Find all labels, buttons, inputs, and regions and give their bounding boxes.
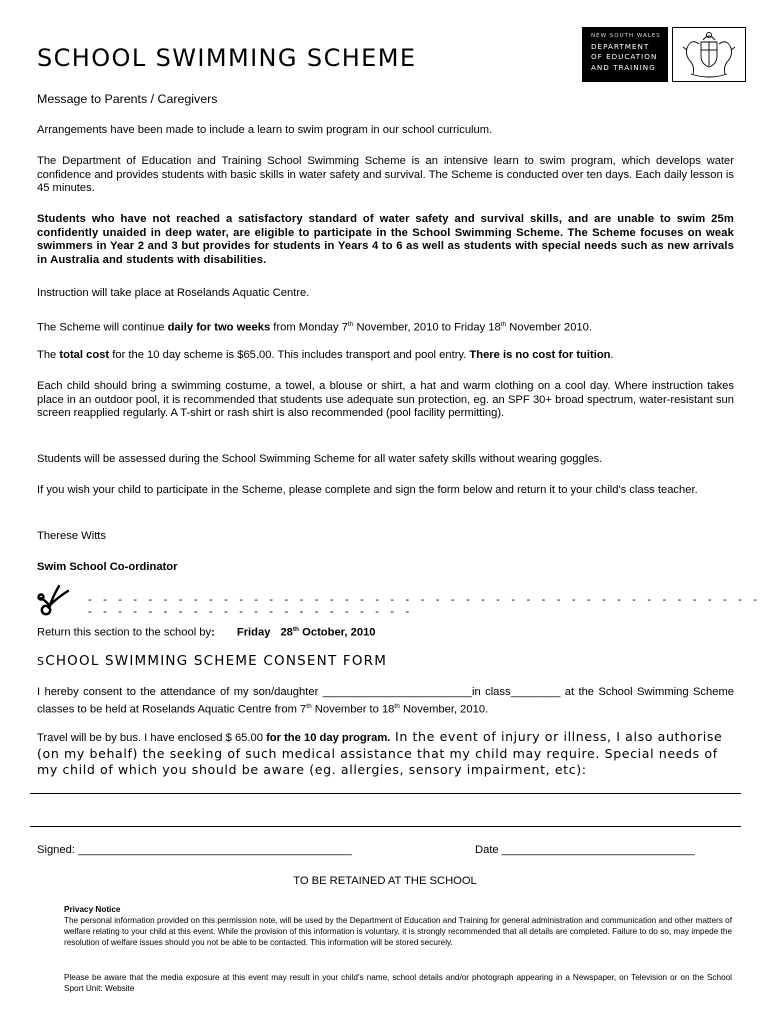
special-needs-line-2[interactable] [30,826,741,827]
date-label: Date [475,844,502,856]
consent-text-d: November to 18 [311,703,395,716]
consent-text-b: in class [472,686,511,698]
cost-text-a: The [37,349,60,361]
paragraph-what-to-bring: Each child should bring a swimming costume, a towel, a blouse or shirt, a hat and warm clothing on a cool day. Where instruction takes place in an outdoor pool, it is recommended that students use adequate sun protection, eg. an SPF 30+ broad spectrum, water-resistant sun screen reapplied regularly. A T-shirt or rash shirt is also recommended (pool facility permitting). [37,380,734,420]
cost-text-e: . [610,349,614,361]
cost-no-tuition: There is no cost for tuition [469,349,611,361]
travel-text-a: Travel will be by bus. I have enclosed $ 65.00 [37,732,267,744]
cost-total-label: total cost [59,349,110,361]
paragraph-participation: If you wish your child to participate in the Scheme, please complete and sign the form below and return it to your child's class teacher. [37,484,698,496]
consent-text-e: November, 2010. [399,703,489,716]
privacy-body: The personal information provided on this permission note, will be used by the Department of Education and Training for general administration and communication and other matters of welfare relating to your child at this event. While the provision of this information is voluntary, it is strongly recommended that all details are completed. Failure to do so, may impede the resolution of welfare issues should you not be able to be contacted. This information will be stored securely. [64,916,732,947]
dept-line-1: NEW SOUTH WALES [591,33,661,39]
consent-text-a: I hereby consent to the attendance of my son/daughter [37,686,323,698]
greeting: Message to Parents / Caregivers [37,92,218,106]
dates-sup-1: th [347,321,354,328]
consent-statement [37,686,734,717]
consent-sup-2: th [394,702,400,710]
retained-notice: TO BE RETAINED AT THE SCHOOL [293,875,477,887]
paragraph-eligibility: Students who have not reached a satisfactory standard of water safety and survival skills, and are unable to swim 25m confidently unaided in deep water, are eligible to participate in the School Swimming Scheme. The Scheme focuses on weak swimmers in Year 2 and 3 but provides for students in Years 4 to 6 as well as students with special needs such as new arrivals in Australia and students with disabilities. [37,213,734,266]
consent-text-c: at the School Swimming Scheme classes to be held at Roselands Aquatic Centre from 7 [37,686,734,716]
consent-heading-initial: S [37,655,46,668]
signed-label: Signed: [37,844,79,856]
medical-consent-text: In the event of injury or illness, I also authorise (on my behalf) the seeking of such medical assistance that my child may require. Special needs of my child of which you should be aware (eg. allergies, sensory impairment, etc): [37,729,723,777]
travel-program: for the 10 day program. [266,732,391,744]
dept-line-2: DEPARTMENT [591,41,650,51]
return-date-sup: th [292,626,300,633]
return-colon: : [211,626,215,639]
paragraph-assessment: Students will be assessed during the School Swimming Scheme for all water safety skills without wearing goggles. [37,453,603,465]
dates-text-d: November, 2010 to Friday 18 [353,321,501,334]
travel-and-medical-consent [37,729,734,778]
paragraph-dates [37,318,734,335]
media-notice: Please be aware that the media exposure at this event may result in your child's name, school details and/or photograph appearing in a Newspaper, on Television or on the School Sport Unit: Website [64,973,732,993]
dates-duration: daily for two weeks [167,321,271,334]
return-day: Friday [236,626,271,639]
paragraph-cost [37,349,734,363]
page-title: SCHOOL SWIMMING SCHEME [37,44,417,72]
signoff-role: Swim School Co-ordinator [37,561,178,573]
department-logo [582,27,668,82]
return-date-rest: October, 2010 [299,626,376,639]
date-field[interactable]: _______________________________ [501,844,695,856]
dept-line-3: OF EDUCATION [591,52,658,61]
return-date-num: 28 [280,626,293,639]
dates-text-a: The Scheme will continue [37,321,168,334]
dates-sup-2: th [500,321,507,328]
dept-line-4: AND TRAINING [591,62,656,72]
date-row [475,844,695,858]
return-instruction [37,623,376,640]
paragraph-location: Instruction will take place at Roselands Aquatic Centre. [37,287,310,299]
privacy-heading: Privacy Notice [64,905,121,914]
return-label: Return this section to the school by [37,626,212,639]
consent-sup-1: th [306,702,312,710]
special-needs-line-1[interactable] [30,793,741,794]
dates-text-e: November 2010. [506,321,592,334]
consent-heading-rest: CHOOL SWIMMING SCHEME CONSENT FORM [45,653,388,669]
signoff-name: Therese Witts [37,530,107,542]
dates-text-c: from Monday 7 [270,321,348,334]
coat-of-arms-icon [672,27,746,82]
cut-line: - - - - - - - - - - - - - - - - - - - - - - - - - - - - - - - - - - - - - - - - - - - - - - - - - - - - - - - - - - - - - - - - - - - [88,594,762,618]
cost-text-c: for the 10 day scheme is $65.00. This includes transport and pool entry. [109,349,470,361]
child-name-field[interactable]: ________________________ [322,686,473,698]
scissors-icon [37,583,77,622]
paragraph-scheme-description: The Department of Education and Training School Swimming Scheme is an intensive learn to swim program, which develops water confidence and provides students with basic skills in water safety and survival. The Scheme is conducted over ten days. Each daily lesson is 45 minutes. [37,155,734,195]
class-field[interactable]: ________ [510,686,561,698]
consent-form-heading [37,653,387,669]
signature-row [37,844,352,858]
paragraph-intro: Arrangements have been made to include a learn to swim program in our school curriculum. [37,124,493,136]
signature-field[interactable]: ____________________________________________ [78,844,352,856]
